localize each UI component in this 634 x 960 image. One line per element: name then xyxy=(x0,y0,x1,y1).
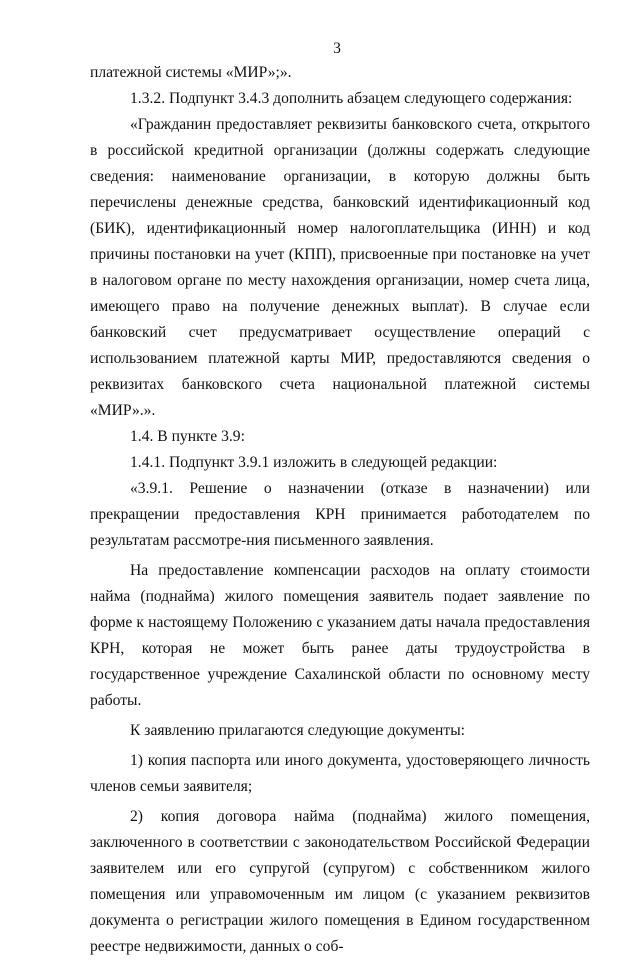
paragraph-3-9-1: «3.9.1. Решение о назначении (отказе в назначении) или прекращении предоставления КРН принимается работодателем по результатам рассмотре-ния письменного заявления. xyxy=(90,480,590,549)
page-number: 3 xyxy=(333,40,341,57)
paragraph-1-3-2: 1.3.2. Подпункт 3.4.3 дополнить абзацем следующего содержания: xyxy=(130,90,573,107)
list-item-lease-contract: 2) копия договора найма (поднайма) жилого помещения, заключенного в соответствии с законодательством Российской Федерации заявителем или его супругой (супругом) с собственником жилого помещения или управомоченным им лицом (с указанием реквизитов документа о регистрации жилого помещения в Едином государственном реестре недвижимости, данных о соб- xyxy=(90,808,590,955)
paragraph-compensation: На предоставление компенсации расходов на оплату стоимости найма (поднайма) жилого помещения заявитель подает заявление по форме к настоящему Положению с указанием даты начала предоставления КРН, которая не может быть ранее даты трудоустройства в государственное учреждение Сахалинской области по основному месту работы. xyxy=(90,562,590,709)
paragraph-attachments-intro: К заявлению прилагаются следующие документы: xyxy=(130,722,466,739)
list-item-passport: 1) копия паспорта или иного документа, удостоверяющего личность членов семьи заявителя; xyxy=(90,752,590,795)
paragraph-continuation: платежной системы «МИР»;». xyxy=(90,64,292,81)
paragraph-bank-details: «Гражданин предоставляет реквизиты банковского счета, открытого в российской кредитной организации (должны содержать следующие сведения: наименование организации, в которую должны быть перечислены денежные средства, банковский идентификационный код (БИК), идентификационный номер налогоплательщика (ИНН) и код причины постановки на учет (КПП), присвоенные при постановке на учет в налоговом органе по месту нахождения организации, номер счета лица, имеющего право на получение денежных выплат). В случае если банковский счет предусматривает осуществление операций с использованием платежной карты МИР, предоставляются сведения о реквизитах банковского счета национальной платежной системы «МИР».». xyxy=(90,116,590,419)
paragraph-1-4-1: 1.4.1. Подпункт 3.9.1 изложить в следующей редакции: xyxy=(130,454,498,471)
document-body xyxy=(90,60,590,960)
paragraph-1-4: 1.4. В пункте 3.9: xyxy=(130,428,245,445)
